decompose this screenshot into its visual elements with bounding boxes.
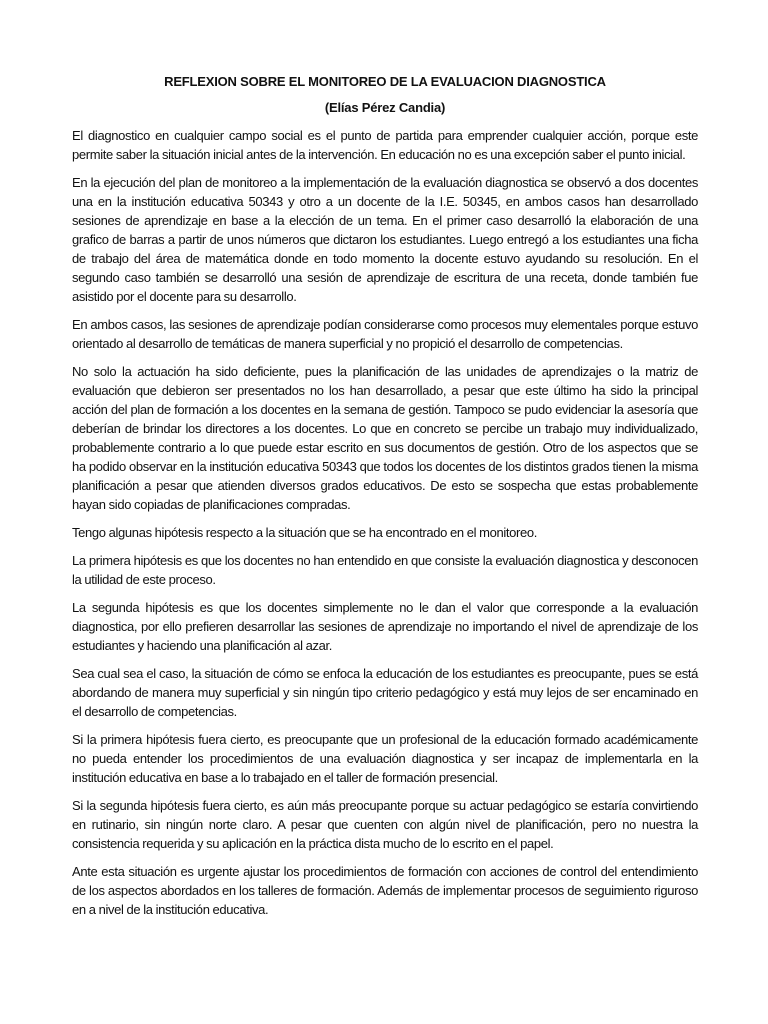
paragraph-if-second-true: Si la segunda hipótesis fuera cierto, es aún más preocupante porque su actuar pedagógico se estaría convirtiendo en rutinario, sin ningún norte claro. A pesar que cuenten con algún nivel de planificación, pero no nuestra la consistencia requerida y su aplicación en la práctica dista mucho de lo escrito en el papel. [72, 798, 698, 851]
paragraph-deficient-performance: No solo la actuación ha sido deficiente, pues la planificación de las unidades de aprendizajes o la matriz de evaluación que debieron ser presentados no los han desarrollado, a pesar que este último ha sido la principal acción del plan de formación a los docentes en la semana de gestión. Tampoco se pudo evidenciar la asesoría que deberían de brindar los directores a los docentes. Lo que en concreto se percibe un trabajo muy individualizado, probablemente contrario a lo que puede estar escrito en sus documentos de gestión. Otro de los aspectos que se ha podido observar en la institución educativa 50343 que todos los docentes de los distintos grados tienen la misma planificación a pesar que atienden diversos grados educativos. De esto se sospecha que estas probablemente hayan sido copiadas de planificaciones compradas. [72, 364, 698, 512]
paragraph-conclusion: Ante esta situación es urgente ajustar los procedimientos de formación con acciones de control del entendimiento de los aspectos abordados en los talleres de formación. Además de implementar procesos de seguimiento riguroso en a nivel de la institución educativa. [72, 864, 698, 917]
document-title: REFLEXION SOBRE EL MONITOREO DE LA EVALUACION DIAGNOSTICA [164, 74, 606, 89]
document-page [72, 72, 698, 928]
paragraph-first-hypothesis: La primera hipótesis es que los docentes no han entendido en que consiste la evaluación diagnostica y desconocen la utilidad de este proceso. [72, 553, 698, 587]
paragraph-intro: El diagnostico en cualquier campo social es el punto de partida para emprender cualquier acción, porque este permite saber la situación inicial antes de la intervención. En educación no es una excepción saber el punto inicial. [72, 128, 698, 162]
paragraph-both-cases: En ambos casos, las sesiones de aprendizaje podían considerarse como procesos muy elementales porque estuvo orientado al desarrollo de temáticas de manera superficial y no propició el desarrollo de competencias. [72, 317, 698, 351]
paragraph-second-hypothesis: La segunda hipótesis es que los docentes simplemente no le dan el valor que corresponde a la evaluación diagnostica, por ello prefieren desarrollar las sesiones de aprendizaje no importando el nivel de aprendizaje de los estudiantes y haciendo una planificación al azar. [72, 600, 698, 653]
paragraph-if-first-true: Si la primera hipótesis fuera cierto, es preocupante que un profesional de la educación formado académicamente no pueda entender los procedimientos de una evaluación diagnostica y ser incapaz de implementarla en la institución educativa en base a lo trabajado en el taller de formación presencial. [72, 732, 698, 785]
paragraph-hypotheses-intro: Tengo algunas hipótesis respecto a la situación que se ha encontrado en el monitoreo. [72, 525, 538, 540]
paragraph-either-case: Sea cual sea el caso, la situación de cómo se enfoca la educación de los estudiantes es preocupante, pues se está abordando de manera muy superficial y sin ningún tipo criterio pedagógico y está muy lejos de ser encaminado en el desarrollo de competencias. [72, 666, 698, 719]
document-author: (Elías Pérez Candia) [324, 100, 446, 115]
paragraph-monitoring-execution: En la ejecución del plan de monitoreo a la implementación de la evaluación diagnostica se observó a dos docentes una en la institución educativa 50343 y otro a un docente de la I.E. 50345, en ambos casos han desarrollado sesiones de aprendizaje en base a la elección de un tema. En el primer caso desarrolló la elaboración de una grafico de barras a partir de unos números que dictaron los estudiantes. Luego entregó a los estudiantes una ficha de trabajo del área de matemática donde en todo momento la docente estuvo ayudando su resolución. En el segundo caso también se desarrolló una sesión de aprendizaje de escritura de una receta, donde también fue asistido por el docente para su desarrollo. [72, 175, 698, 304]
